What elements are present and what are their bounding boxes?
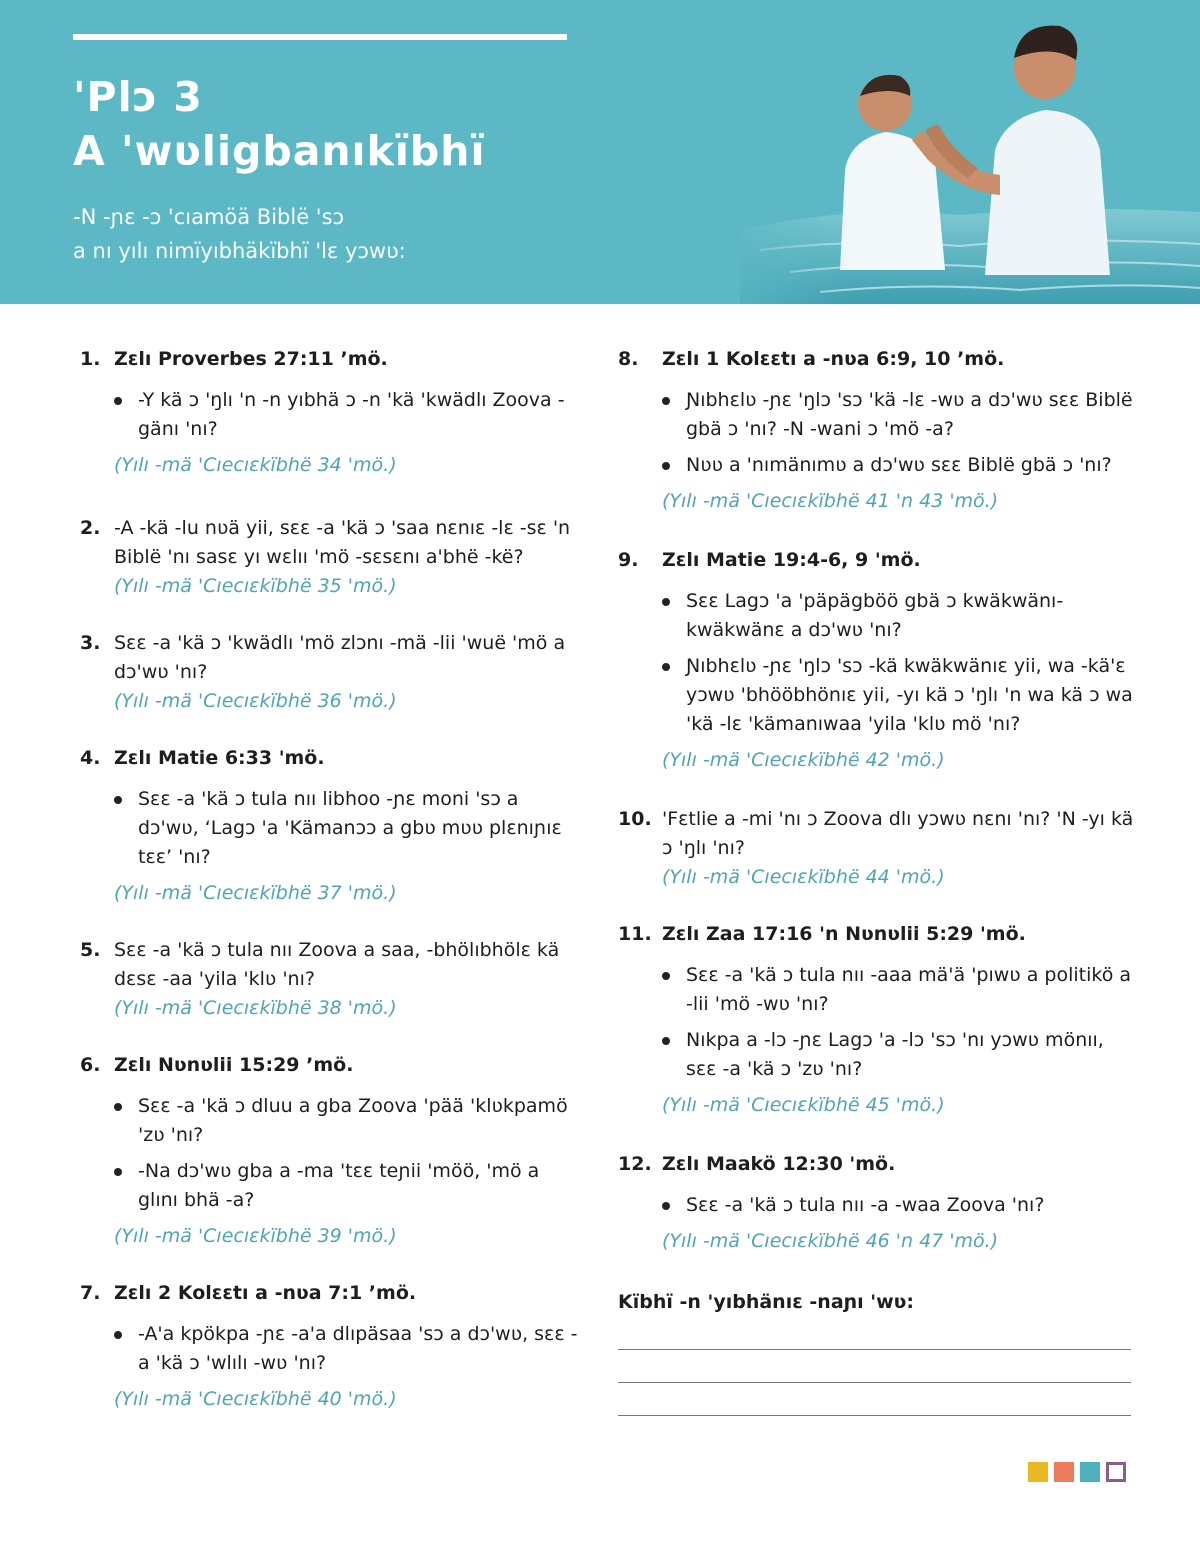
question-text: 'Fɛtlie a -mi 'nı ɔ Zoova dlı yɔwʋ nɛnı 'nı? 'N -yı kä ɔ 'ŋlı 'nı? bbox=[662, 808, 1134, 859]
bullet-list bbox=[618, 386, 1138, 480]
bullet-list bbox=[80, 1092, 580, 1215]
question-number: 6. bbox=[80, 1054, 101, 1076]
subtitle-line-2: a nı yılı nimïyıbhäkïbhï 'lɛ yɔwʋ: bbox=[73, 239, 406, 263]
question-number: 1. bbox=[80, 348, 101, 370]
question-heading bbox=[618, 345, 1138, 374]
reference-note: (Yılı -mä 'Cıecıɛkïbhë 37 'mö.) bbox=[114, 882, 397, 904]
question-heading bbox=[80, 514, 580, 572]
subtitle-line-1: -N -ɲɛ -ɔ 'cıamöä Biblë 'sɔ bbox=[73, 205, 345, 229]
reference-note: (Yılı -mä 'Cıecıɛkïbhë 42 'mö.) bbox=[662, 749, 945, 771]
question-heading bbox=[80, 744, 580, 773]
question-heading bbox=[80, 1279, 580, 1308]
notes-label: Kïbhï -n 'yıbhänıɛ -naɲı 'wʋ: bbox=[618, 1291, 914, 1313]
yellow-square-icon bbox=[1028, 1462, 1048, 1482]
reference-note: (Yılı -mä 'Cıecıɛkïbhë 35 'mö.) bbox=[114, 575, 397, 597]
question-text: Sɛɛ -a 'kä ɔ tula nıı Zoova a saa, -bhölıbhölɛ kä dɛsɛ -aa 'yila 'klʋ 'nı? bbox=[114, 939, 560, 990]
bullet-item: Sɛɛ -a 'kä ɔ dluu a gba Zoova 'pää 'klʋkpamö 'zʋ 'nı? bbox=[106, 1092, 580, 1150]
question-heading bbox=[80, 936, 580, 994]
question-8 bbox=[618, 345, 1138, 516]
bullet-list bbox=[618, 961, 1138, 1084]
baptism-illustration bbox=[700, 0, 1200, 304]
bullet-item: Sɛɛ -a 'kä ɔ tula nıı -a -waa Zoova 'nı? bbox=[654, 1191, 1138, 1220]
bullet-item: Ɲıbhɛlʋ -ɲɛ 'ŋlɔ 'sɔ 'kä -lɛ -wʋ a dɔ'wʋ sɛɛ Biblë gbä ɔ 'nı? -N -wani ɔ 'mö -a? bbox=[654, 386, 1138, 444]
reference-note: (Yılı -mä 'Cıecıɛkïbhë 46 'n 47 'mö.) bbox=[662, 1230, 999, 1252]
bullet-list bbox=[80, 386, 580, 444]
bullet-item: Sɛɛ Lagɔ 'a 'päpägböö gbä ɔ kwäkwänı-kwäkwänɛ a dɔ'wʋ 'nı? bbox=[654, 587, 1138, 645]
bullet-item: -Y kä ɔ 'ŋlı 'n -n yıbhä ɔ -n 'kä 'kwädlı Zoova -gänı 'nı? bbox=[106, 386, 580, 444]
question-text: Zɛlı Zaa 17:16 'n Nʋnʋlii 5:29 'mö. bbox=[662, 923, 1026, 945]
bullet-list bbox=[618, 587, 1138, 739]
reference-note: (Yılı -mä 'Cıecıɛkïbhë 45 'mö.) bbox=[662, 1094, 945, 1116]
question-number: 12. bbox=[618, 1153, 652, 1175]
question-text: Zɛlı Proverbes 27:11 ’mö. bbox=[114, 348, 388, 370]
reference-note: (Yılı -mä 'Cıecıɛkïbhë 44 'mö.) bbox=[662, 866, 945, 888]
question-text: Zɛlı Maakö 12:30 'mö. bbox=[662, 1153, 896, 1175]
question-number: 4. bbox=[80, 747, 101, 769]
page-subtitle bbox=[73, 200, 406, 268]
question-text: Zɛlı Matie 19:4-6, 9 'mö. bbox=[662, 549, 921, 571]
question-text: Sɛɛ -a 'kä ɔ 'kwädlı 'mö zlɔnı -mä -lii 'wuë 'mö a dɔ'wʋ 'nı? bbox=[114, 632, 566, 683]
page-title bbox=[73, 70, 486, 178]
note-line[interactable] bbox=[618, 1382, 1131, 1383]
question-5 bbox=[80, 936, 580, 1023]
question-number: 7. bbox=[80, 1282, 101, 1304]
question-heading bbox=[618, 805, 1138, 863]
question-11 bbox=[618, 920, 1138, 1120]
bullet-item: Sɛɛ -a 'kä ɔ tula nıı -aaa mä'ä 'pıwʋ a politikö a -lii 'mö -wʋ 'nı? bbox=[654, 961, 1138, 1019]
notes-section bbox=[618, 1288, 1138, 1416]
question-2 bbox=[80, 514, 580, 601]
reference-note: (Yılı -mä 'Cıecıɛkïbhë 38 'mö.) bbox=[114, 997, 397, 1019]
reference-note: (Yılı -mä 'Cıecıɛkïbhë 41 'n 43 'mö.) bbox=[662, 490, 999, 512]
color-squares-decoration bbox=[1028, 1462, 1126, 1482]
bullet-list bbox=[618, 1191, 1138, 1220]
question-heading bbox=[80, 629, 580, 687]
bullet-item: -A'a kpökpa -ɲɛ -a'a dlıpäsaa 'sɔ a dɔ'wʋ, sɛɛ -a 'kä ɔ 'wlılı -wʋ 'nı? bbox=[106, 1320, 580, 1378]
question-heading bbox=[618, 1150, 1138, 1179]
header-rule bbox=[73, 34, 567, 40]
reference-note: (Yılı -mä 'Cıecıɛkïbhë 40 'mö.) bbox=[114, 1388, 397, 1410]
orange-square-icon bbox=[1054, 1462, 1074, 1482]
question-12 bbox=[618, 1150, 1138, 1256]
question-number: 2. bbox=[80, 517, 101, 539]
bullet-list bbox=[80, 785, 580, 872]
questions-column-right bbox=[618, 345, 1138, 1416]
question-number: 9. bbox=[618, 549, 639, 571]
reference-note: (Yılı -mä 'Cıecıɛkïbhë 36 'mö.) bbox=[114, 690, 397, 712]
question-text: Zɛlı Matie 6:33 'mö. bbox=[114, 747, 325, 769]
outline-square-icon bbox=[1106, 1462, 1126, 1482]
note-line[interactable] bbox=[618, 1415, 1131, 1416]
question-7 bbox=[80, 1279, 580, 1414]
bullet-item: Sɛɛ -a 'kä ɔ tula nıı libhoo -ɲɛ moni 'sɔ a dɔ'wʋ, ‘Lagɔ 'a 'Kämanɔɔ a gbʋ mʋʋ plɛnıɲıɛ tɛɛ’ 'nı? bbox=[106, 785, 580, 872]
question-10 bbox=[618, 805, 1138, 892]
reference-note: (Yılı -mä 'Cıecıɛkïbhë 39 'mö.) bbox=[114, 1225, 397, 1247]
question-4 bbox=[80, 744, 580, 908]
title-line-2: A 'wʋligbanıkïbhï bbox=[73, 127, 486, 175]
bullet-item: Nıkpa a -lɔ -ɲɛ Lagɔ 'a -lɔ 'sɔ 'nı yɔwʋ mönıı, sɛɛ -a 'kä ɔ 'zʋ 'nı? bbox=[654, 1026, 1138, 1084]
question-heading bbox=[618, 920, 1138, 949]
note-line[interactable] bbox=[618, 1349, 1131, 1350]
question-heading bbox=[80, 345, 580, 374]
question-number: 10. bbox=[618, 808, 652, 830]
bullet-item: Ɲıbhɛlʋ -ɲɛ 'ŋlɔ 'sɔ -kä kwäkwänıɛ yii, wa -kä'ɛ yɔwʋ 'bhööbhönıɛ yii, -yı kä ɔ 'ŋlı 'n wa kä ɔ wa 'kä -lɛ 'kämanıwaa 'yila 'klʋ mö 'nı? bbox=[654, 652, 1138, 739]
bullet-item: -Na dɔ'wʋ gba a -ma 'tɛɛ teɲii 'möö, 'mö a glını bhä -a? bbox=[106, 1157, 580, 1215]
title-line-1: 'Plɔ 3 bbox=[73, 73, 203, 121]
question-text: Zɛlı 2 Kolɛɛtı a -nʋa 7:1 ’mö. bbox=[114, 1282, 417, 1304]
question-3 bbox=[80, 629, 580, 716]
question-text: Zɛlı 1 Kolɛɛtı a -nʋa 6:9, 10 ’mö. bbox=[662, 348, 1005, 370]
question-1 bbox=[80, 345, 580, 480]
question-number: 3. bbox=[80, 632, 101, 654]
question-9 bbox=[618, 546, 1138, 775]
question-heading bbox=[618, 546, 1138, 575]
question-text: -A -kä -lu nʋä yii, sɛɛ -a 'kä ɔ 'saa nɛnıɛ -lɛ -sɛ 'n Biblë 'nı sasɛ yı wɛlıı 'mö -sɛsɛnı a'bhë -kë? bbox=[114, 517, 571, 568]
question-6 bbox=[80, 1051, 580, 1251]
bullet-item: Nʋʋ a 'nımänımʋ a dɔ'wʋ sɛɛ Biblë gbä ɔ 'nı? bbox=[654, 451, 1138, 480]
question-heading bbox=[80, 1051, 580, 1080]
header-banner bbox=[0, 0, 1200, 304]
question-number: 8. bbox=[618, 348, 639, 370]
teal-square-icon bbox=[1080, 1462, 1100, 1482]
question-number: 11. bbox=[618, 923, 652, 945]
bullet-list bbox=[80, 1320, 580, 1378]
reference-note: (Yılı -mä 'Cıecıɛkïbhë 34 'mö.) bbox=[114, 454, 397, 476]
question-number: 5. bbox=[80, 939, 101, 961]
question-text: Zɛlı Nʋnʋlii 15:29 ’mö. bbox=[114, 1054, 354, 1076]
questions-column-left bbox=[80, 345, 580, 1414]
